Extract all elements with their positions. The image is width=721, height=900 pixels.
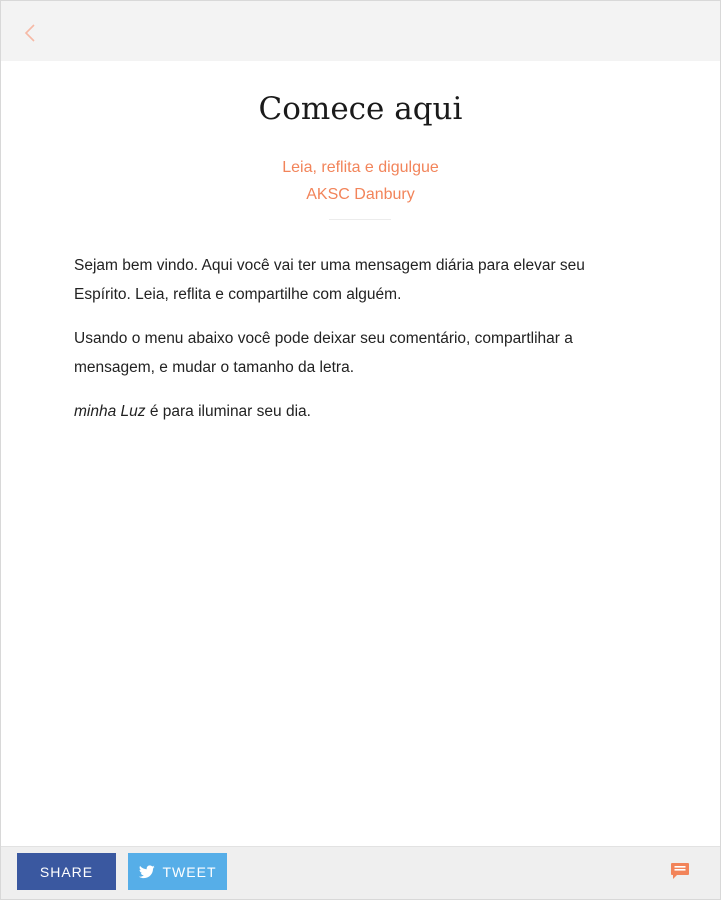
paragraph-3: [74, 397, 644, 426]
article-subtitle: [1, 154, 720, 208]
share-button[interactable]: [17, 853, 116, 890]
page-title: Comece aqui: [258, 91, 463, 127]
paragraph-2: Usando o menu abaixo você pode deixar seu comentário, compartlihar a mensagem, e mudar o tamanho da letra.: [74, 330, 573, 376]
chevron-left-icon: [19, 21, 43, 45]
app-name-emphasis: minha Luz: [74, 403, 146, 420]
article-content: [1, 61, 720, 847]
subtitle-line-2: AKSC Danbury: [306, 186, 415, 203]
paragraph-1: Sejam bem vindo. Aqui você vai ter uma mensagem diária para elevar seu Espírito. Leia, reflita e compartilhe com alguém.: [74, 257, 585, 303]
comment-icon: [670, 861, 690, 881]
tweet-button[interactable]: [128, 853, 227, 890]
subtitle-line-1: Leia, reflita e digulgue: [282, 159, 439, 176]
twitter-bird-icon: [139, 865, 155, 879]
paragraph-3-rest: é para iluminar seu dia.: [145, 403, 311, 420]
top-bar: [1, 1, 720, 61]
share-button-label: SHARE: [39, 863, 94, 880]
comment-button[interactable]: [670, 861, 690, 881]
tweet-button-label: TWEET: [162, 863, 217, 880]
back-button[interactable]: [19, 21, 43, 45]
title-divider: [329, 219, 391, 220]
bottom-action-bar: [1, 846, 720, 899]
article-body: [74, 251, 644, 441]
